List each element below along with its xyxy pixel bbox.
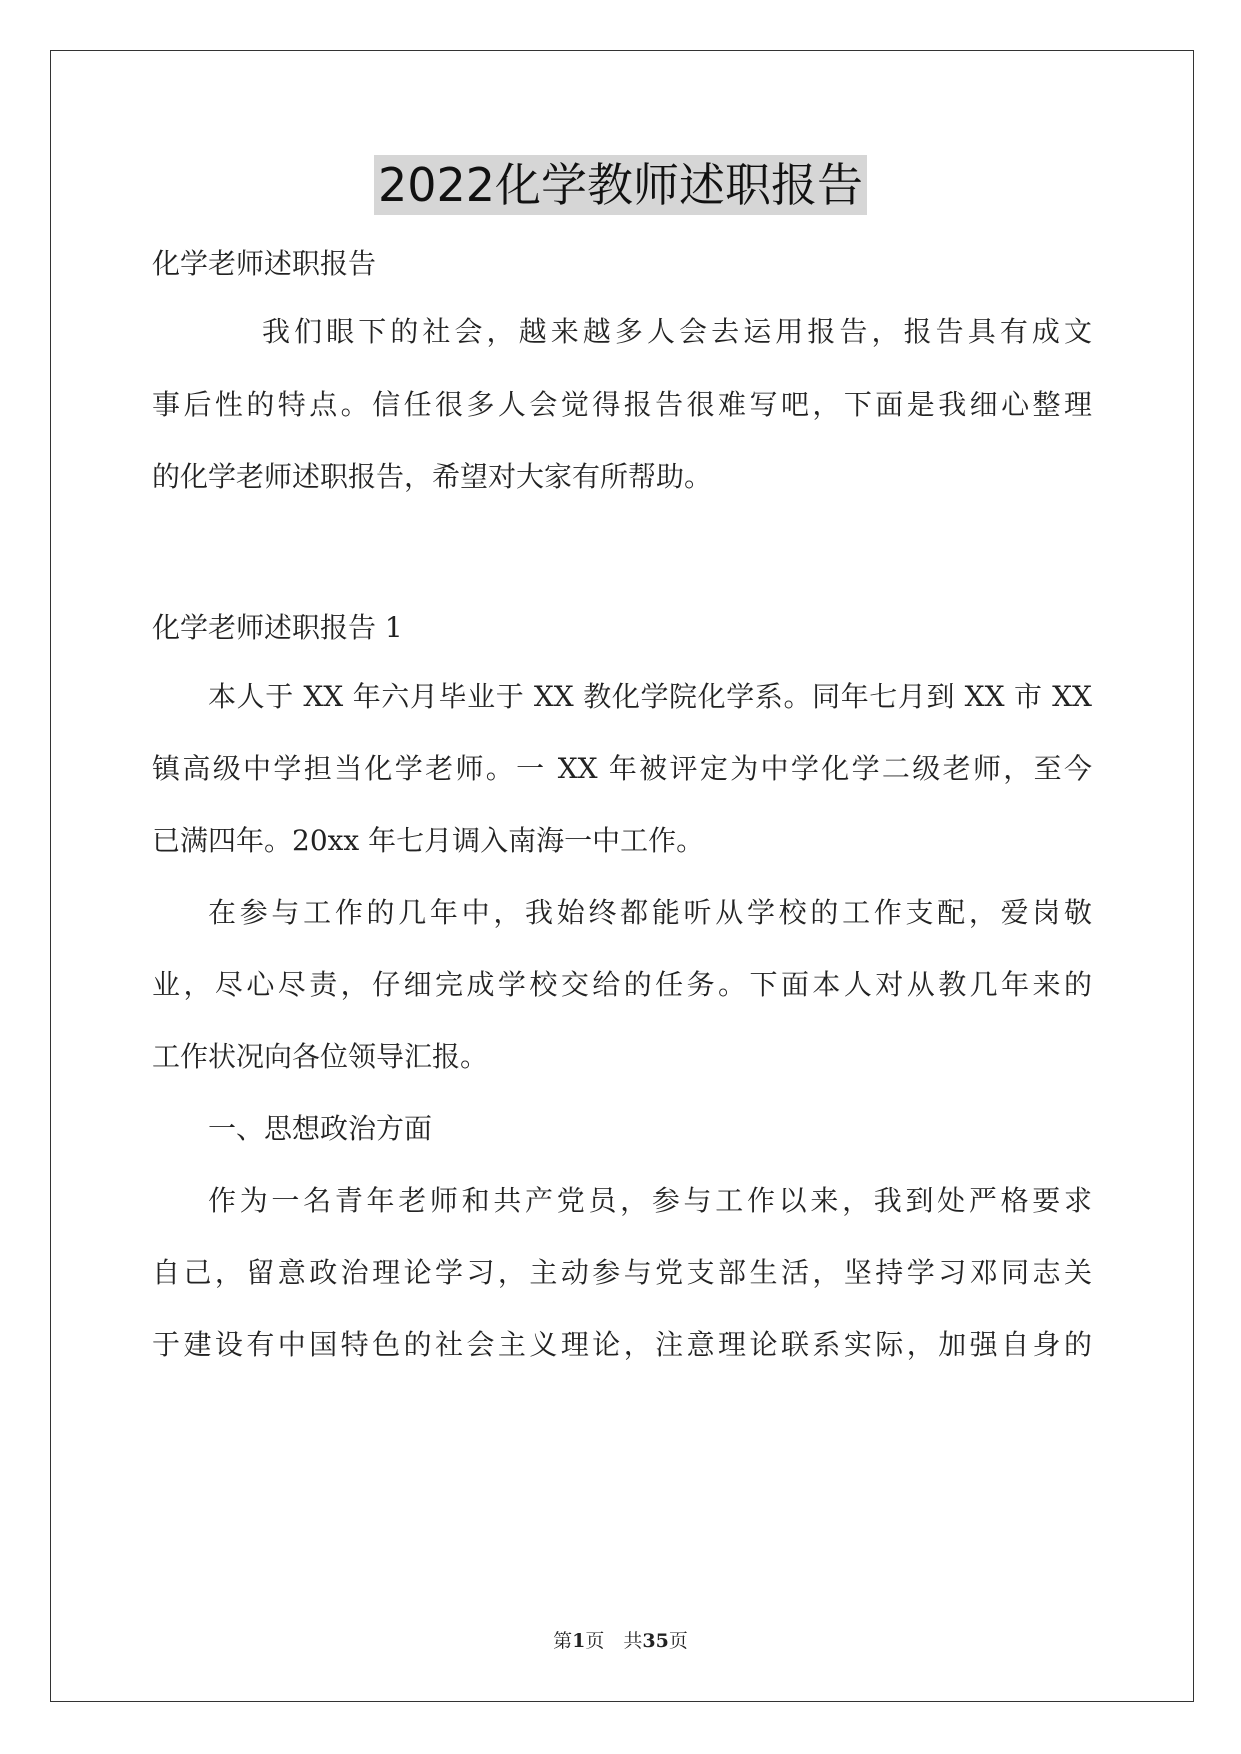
subtitle: 化学老师述职报告 — [152, 247, 377, 280]
footer-total-pages: 35 — [642, 1630, 669, 1652]
page-footer — [0, 1628, 1241, 1654]
section-heading: 化学老师述职报告 1 — [152, 611, 403, 644]
document-title: 2022化学教师述职报告 — [374, 155, 867, 215]
paragraph-line: 已满四年。20xx 年七月调入南海一中工作。 — [152, 824, 705, 857]
footer-suffix: 页 — [668, 1630, 688, 1652]
paragraph-line: 于建设有中国特色的社会主义理论，注意理论联系实际，加强自身的 — [152, 1328, 1092, 1361]
paragraph-line: 在参与工作的几年中，我始终都能听从学校的工作支配，爱岗敬 — [208, 896, 1092, 929]
paragraph-line: 镇高级中学担当化学老师。一 XX 年被评定为中学化学二级老师，至今 — [152, 752, 1092, 785]
paragraph-line: 作为一名青年老师和共产党员，参与工作以来，我到处严格要求 — [208, 1184, 1092, 1217]
paragraph-line: 业，尽心尽责，仔细完成学校交给的任务。下面本人对从教几年来的 — [152, 968, 1092, 1001]
paragraph-line: 事后性的特点。信任很多人会觉得报告很难写吧，下面是我细心整理 — [152, 388, 1092, 421]
paragraph-line: 自己，留意政治理论学习，主动参与党支部生活，坚持学习邓同志关 — [152, 1256, 1092, 1289]
paragraph-line: 本人于 XX 年六月毕业于 XX 教化学院化学系。同年七月到 XX 市 XX — [208, 680, 1092, 713]
title-area — [0, 155, 1241, 215]
footer-page-number: 1 — [572, 1630, 586, 1652]
paragraph-line: 工作状况向各位领导汇报。 — [152, 1040, 489, 1073]
footer-prefix: 第 — [553, 1630, 573, 1652]
paragraph-line: 的化学老师述职报告，希望对大家有所帮助。 — [152, 460, 713, 493]
page-border — [50, 50, 1194, 1702]
footer-middle: 页 共 — [585, 1630, 643, 1652]
section-heading: 一、思想政治方面 — [208, 1112, 433, 1145]
paragraph-line: 我们眼下的社会，越来越多人会去运用报告，报告具有成文 — [262, 315, 1092, 348]
